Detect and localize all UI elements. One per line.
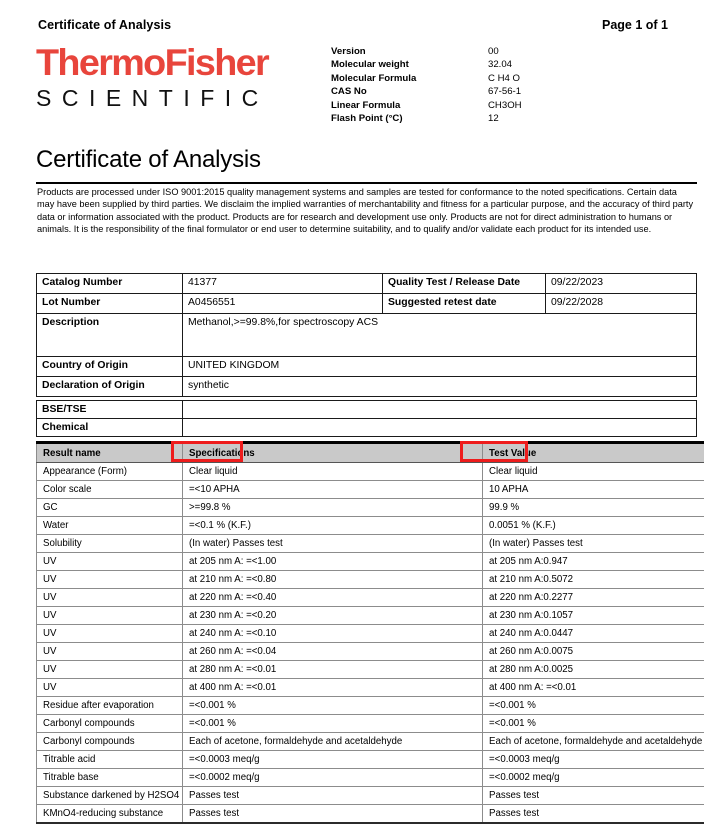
table-row	[37, 679, 704, 697]
table-row	[37, 589, 704, 607]
product-info-table	[36, 273, 697, 397]
result-name-cell: UV	[37, 553, 183, 571]
property-label: Flash Point (°C)	[331, 112, 488, 125]
column-header-specifications: Specifications	[183, 443, 483, 463]
test-value-cell: 10 APHA	[483, 481, 704, 499]
property-label: Version	[331, 45, 488, 58]
bse-tse-value	[183, 401, 697, 419]
lot-number-value: A0456551	[183, 294, 383, 314]
specification-cell: Passes test	[183, 805, 483, 824]
specification-cell: at 260 nm A: =<0.04	[183, 643, 483, 661]
test-value-cell: at 220 nm A:0.2277	[483, 589, 704, 607]
specification-cell: at 400 nm A: =<0.01	[183, 679, 483, 697]
result-name-cell: Carbonyl compounds	[37, 733, 183, 751]
result-name-cell: Water	[37, 517, 183, 535]
table-row	[37, 419, 697, 437]
test-value-cell: Each of acetone, formaldehyde and acetaldehyde	[483, 733, 704, 751]
product-properties	[331, 45, 522, 125]
retest-date-label: Suggested retest date	[383, 294, 546, 314]
specification-cell: =<0.001 %	[183, 697, 483, 715]
property-row	[331, 45, 522, 58]
result-name-cell: Solubility	[37, 535, 183, 553]
test-value-cell: 0.0051 % (K.F.)	[483, 517, 704, 535]
result-name-cell: UV	[37, 643, 183, 661]
specification-cell: (In water) Passes test	[183, 535, 483, 553]
specification-cell: Each of acetone, formaldehyde and acetaldehyde	[183, 733, 483, 751]
chemical-value	[183, 419, 697, 437]
specification-cell: at 240 nm A: =<0.10	[183, 625, 483, 643]
specification-cell: Passes test	[183, 787, 483, 805]
table-row	[37, 805, 704, 824]
quality-test-date-label: Quality Test / Release Date	[383, 274, 546, 294]
test-value-cell: at 260 nm A:0.0075	[483, 643, 704, 661]
table-row	[37, 697, 704, 715]
results-header-row	[37, 443, 704, 463]
table-row	[37, 481, 704, 499]
property-label: Molecular Formula	[331, 72, 488, 85]
table-row	[37, 625, 704, 643]
result-name-cell: Substance darkened by H2SO4	[37, 787, 183, 805]
specification-cell: >=99.8 %	[183, 499, 483, 517]
description-label: Description	[37, 314, 183, 357]
test-value-cell: Passes test	[483, 805, 704, 824]
table-row	[37, 661, 704, 679]
lot-number-label: Lot Number	[37, 294, 183, 314]
table-row	[37, 751, 704, 769]
result-name-cell: UV	[37, 661, 183, 679]
test-value-cell: =<0.0003 meq/g	[483, 751, 704, 769]
retest-date-value: 09/22/2028	[546, 294, 697, 314]
result-name-cell: Titrable acid	[37, 751, 183, 769]
specification-cell: Clear liquid	[183, 463, 483, 481]
test-value-cell: (In water) Passes test	[483, 535, 704, 553]
document-kicker: Certificate of Analysis	[38, 18, 171, 32]
result-name-cell: Titrable base	[37, 769, 183, 787]
table-row	[37, 463, 704, 481]
test-value-cell: =<0.0002 meq/g	[483, 769, 704, 787]
table-row	[37, 499, 704, 517]
test-value-cell: Clear liquid	[483, 463, 704, 481]
test-value-cell: at 230 nm A:0.1057	[483, 607, 704, 625]
result-name-cell: Carbonyl compounds	[37, 715, 183, 733]
country-of-origin-label: Country of Origin	[37, 357, 183, 377]
table-row	[37, 787, 704, 805]
property-row	[331, 99, 522, 112]
result-name-cell: Appearance (Form)	[37, 463, 183, 481]
page-indicator: Page 1 of 1	[602, 18, 668, 32]
table-row	[37, 377, 697, 397]
bse-tse-label: BSE/TSE	[37, 401, 183, 419]
declaration-of-origin-value: synthetic	[183, 377, 697, 397]
thermofisher-logo	[36, 44, 304, 111]
result-name-cell: GC	[37, 499, 183, 517]
result-name-cell: Color scale	[37, 481, 183, 499]
test-value-cell: 99.9 %	[483, 499, 704, 517]
column-header-test-value: Test Value	[483, 443, 704, 463]
property-row	[331, 58, 522, 71]
specification-cell: at 280 nm A: =<0.01	[183, 661, 483, 679]
result-name-cell: KMnO4-reducing substance	[37, 805, 183, 824]
property-row	[331, 112, 522, 125]
test-value-cell: =<0.001 %	[483, 715, 704, 733]
table-row	[37, 517, 704, 535]
results-table	[36, 441, 704, 824]
result-name-cell: UV	[37, 607, 183, 625]
table-row	[37, 314, 697, 357]
property-label: Molecular weight	[331, 58, 488, 71]
property-value: 00	[488, 45, 522, 58]
specification-cell: =<0.001 %	[183, 715, 483, 733]
property-value: C H4 O	[488, 72, 522, 85]
table-row	[37, 535, 704, 553]
test-value-cell: at 240 nm A:0.0447	[483, 625, 704, 643]
column-header-result-name: Result name	[37, 443, 183, 463]
specification-cell: =<0.0003 meq/g	[183, 751, 483, 769]
property-value: CH3OH	[488, 99, 522, 112]
logo-wordmark-secondary: SCIENTIFIC	[36, 86, 304, 111]
result-name-cell: Residue after evaporation	[37, 697, 183, 715]
property-label: Linear Formula	[331, 99, 488, 112]
specification-cell: =<10 APHA	[183, 481, 483, 499]
quality-test-date-value: 09/22/2023	[546, 274, 697, 294]
result-name-cell: UV	[37, 571, 183, 589]
property-row	[331, 85, 522, 98]
result-name-cell: UV	[37, 679, 183, 697]
table-row	[37, 401, 697, 419]
property-value: 67-56-1	[488, 85, 522, 98]
bse-chemical-table	[36, 400, 697, 437]
test-value-cell: Passes test	[483, 787, 704, 805]
test-value-cell: at 280 nm A:0.0025	[483, 661, 704, 679]
test-value-cell: at 205 nm A:0.947	[483, 553, 704, 571]
specification-cell: =<0.0002 meq/g	[183, 769, 483, 787]
property-value: 32.04	[488, 58, 522, 71]
results-body	[37, 463, 704, 824]
chemical-label: Chemical	[37, 419, 183, 437]
declaration-of-origin-label: Declaration of Origin	[37, 377, 183, 397]
specification-cell: =<0.1 % (K.F.)	[183, 517, 483, 535]
document-top-bar	[38, 18, 668, 32]
table-row	[37, 715, 704, 733]
table-row	[37, 769, 704, 787]
table-row	[37, 643, 704, 661]
table-row	[37, 733, 704, 751]
catalog-number-value: 41377	[183, 274, 383, 294]
property-row	[331, 72, 522, 85]
result-name-cell: UV	[37, 589, 183, 607]
table-row	[37, 607, 704, 625]
description-value: Methanol,>=99.8%,for spectroscopy ACS	[183, 314, 697, 357]
test-value-cell: at 400 nm A: =<0.01	[483, 679, 704, 697]
catalog-number-label: Catalog Number	[37, 274, 183, 294]
logo-wordmark-primary: ThermoFisher	[36, 44, 309, 82]
country-of-origin-value: UNITED KINGDOM	[183, 357, 697, 377]
property-value: 12	[488, 112, 522, 125]
test-value-cell: =<0.001 %	[483, 697, 704, 715]
table-row	[37, 571, 704, 589]
table-row	[37, 357, 697, 377]
table-row	[37, 294, 697, 314]
table-row	[37, 274, 697, 294]
page-title: Certificate of Analysis	[36, 146, 261, 174]
results-section	[36, 441, 697, 824]
specification-cell: at 230 nm A: =<0.20	[183, 607, 483, 625]
test-value-cell: at 210 nm A:0.5072	[483, 571, 704, 589]
specification-cell: at 205 nm A: =<1.00	[183, 553, 483, 571]
product-properties-table	[331, 45, 522, 125]
specification-cell: at 210 nm A: =<0.80	[183, 571, 483, 589]
table-row	[37, 553, 704, 571]
property-label: CAS No	[331, 85, 488, 98]
disclaimer-text: Products are processed under ISO 9001:2015 quality management systems and samples are tested for conformance to the noted specifications. Certain data may have been supplied by third parties. We disclaim the implied warranties of merchantability and fitness for a particular purpose, and the accuracy of third party data or information associated with the product. Products are for research and development use only. Products are not for direct administration to humans or animals. It is the responsibility of the final formulator or end user to determine suitability, and to qualify and/or validate each product for its intended use.	[37, 186, 694, 236]
title-divider	[36, 182, 697, 184]
specification-cell: at 220 nm A: =<0.40	[183, 589, 483, 607]
result-name-cell: UV	[37, 625, 183, 643]
